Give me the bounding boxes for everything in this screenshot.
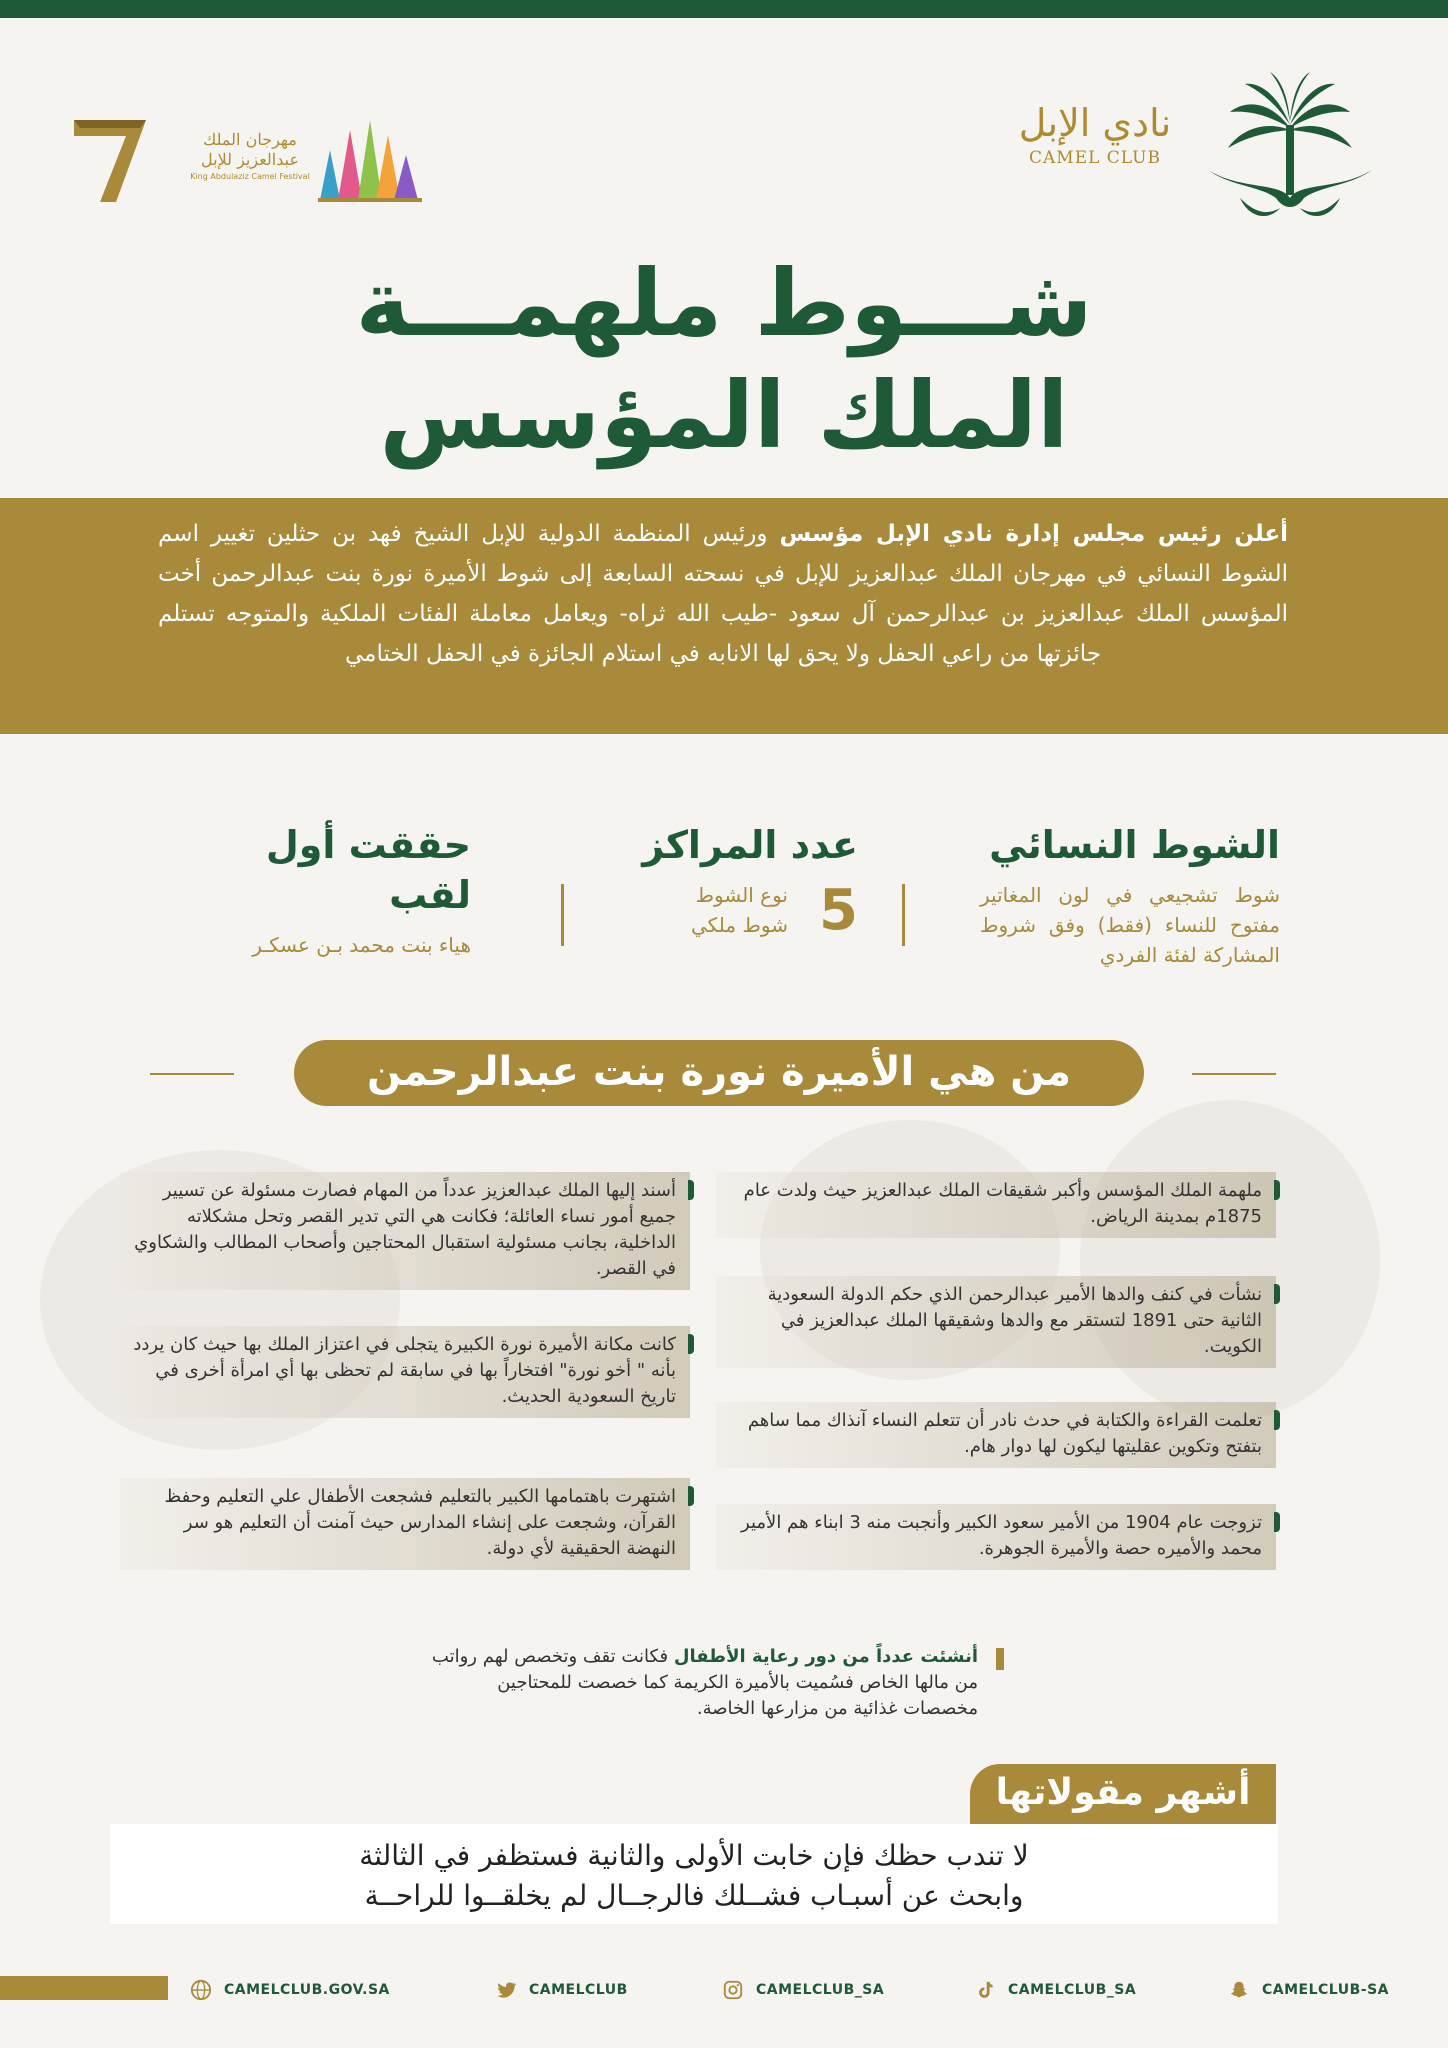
stat-womens-heat: [980, 820, 1280, 970]
stat-positions-text: [638, 880, 788, 940]
quote-line1: لا تندب حظك فإن خابت الأولى والثانية فستظفر في الثالثة: [359, 1839, 1029, 1872]
bullet-mark: [996, 1648, 1004, 1670]
fact-text: اشتهرت باهتمامها الكبير بالتعليم فشجعت الأطفال علي التعليم وحفظ القرآن، وشجعت على إنشاء المدارس حيث آمنت أن التعليم هو سر النهضة الحقيقية لأي دولة.: [164, 1486, 676, 1559]
palm-swords-icon: [1200, 70, 1380, 240]
snapchat-icon: [1228, 1979, 1250, 2001]
festival-name-arabic: مهرجان الملك عبدالعزيز للإبل: [201, 130, 299, 169]
stat-first-title-heading: حققت أول لقب: [265, 823, 471, 917]
announcement-band: [0, 498, 1448, 734]
footer-website-text: CAMELCLUB.GOV.SA: [224, 1982, 390, 1998]
bullet-mark: [1274, 1284, 1280, 1304]
announcement-body: ورئيس المنظمة الدولية للإبل الشيخ فهد بن حثلين تغيير اسم الشوط النسائي في مهرجان الملك عبدالعزيز للإبل في نسحته السابعة إلى شوط الأميرة نورة بنت عبدالرحمن أخت المؤسس الملك عبدالعزيز بن عبدالرحمن آل سعود -طيب الله ثراه- ويعامل معاملة الفئات الملكية والمتوجه تستلم جائزتها من راعي الحفل ولا يحق لها الانابه في استلام الجائزة في الحفل الختامي: [158, 521, 1288, 667]
section-line-right: [1192, 1073, 1276, 1075]
quote-line2: وابحث عن أسبـاب فشــلك فالرجــال لم يخلقــوا للراحــة: [364, 1879, 1024, 1912]
instagram-icon: [722, 1979, 744, 2001]
children-care-text: فكانت تقف وتخصص لهم رواتب من مالها الخاص فسُميت بالأميرة الكريمة كما خصصت للمحتاجين مخصصات غذائية من مزارعها الخاصة.: [431, 1646, 978, 1719]
footer-twitter-link[interactable]: [495, 1972, 628, 2008]
globe-icon: [190, 1979, 212, 2001]
section-title: من هي الأميرة نورة بنت عبدالرحمن: [294, 1040, 1144, 1106]
club-name-english: CAMEL CLUB: [1029, 148, 1161, 168]
announcement-text: [158, 514, 1288, 674]
stat-positions-line2: شوط ملكي: [691, 913, 788, 937]
stat-womens-heat-title: الشوط النسائي: [989, 823, 1280, 867]
quote-title: أشهر مقولاتها: [970, 1764, 1276, 1824]
club-name: [1010, 100, 1180, 168]
page-title: [0, 248, 1448, 472]
stat-first-title: [171, 820, 471, 960]
tiktok-icon: [974, 1979, 996, 2001]
festival-name-english: King Abdulaziz Camel Festival: [190, 172, 310, 181]
fact-text: كانت مكانة الأميرة نورة الكبيرة يتجلى في اعتزاز الملك بها حيث كان يردد بأنه " أخو نورة" افتخاراً بها في سابقة لم تحظى بها أي امرأة أخرى في تاريخ السعودية الحديث.: [133, 1334, 676, 1407]
fact-item: [120, 1478, 690, 1570]
fact-item: [716, 1172, 1276, 1238]
section-line-left: [150, 1073, 234, 1075]
bullet-mark: [688, 1486, 694, 1506]
festival-logo: [70, 110, 430, 210]
bullet-mark: [1274, 1512, 1280, 1532]
fact-text: أسند إليها الملك عبدالعزيز عدداً من المهام فصارت مسئولة عن تسيير جميع أمور نساء العائلة؛ فكانت هي التي تدير القصر وتحل مشكلاته الداخلية، بجانب مسئولية استقبال المحتاجين وأصحاب المطالب والشكاوي في القصر.: [134, 1180, 676, 1279]
camel-riders-icon: [310, 110, 430, 210]
announcement-bold: أعلن رئيس مجلس إدارة نادي الإبل مؤسس: [779, 521, 1289, 547]
footer-snapchat-text: CAMELCLUB-SA: [1262, 1982, 1389, 1998]
page-title-line2: الملك المؤسس: [379, 362, 1069, 469]
twitter-icon: [495, 1979, 517, 2001]
footer-tiktok-text: CAMELCLUB_SA: [1008, 1982, 1137, 1998]
fact-item: [120, 1172, 690, 1290]
background-shape: [1080, 1100, 1380, 1420]
page-title-line1: شـــوط ملهمـــة: [355, 250, 1093, 357]
fact-item: [716, 1276, 1276, 1368]
stat-positions-line1: نوع الشوط: [695, 883, 788, 907]
stat-first-title-text: هياء بنت محمد بـن عسكـر: [252, 933, 471, 957]
children-care-note: [418, 1644, 978, 1722]
footer-bar: [0, 1976, 168, 2000]
bullet-mark: [1274, 1180, 1280, 1200]
footer: [190, 1972, 1390, 2008]
stat-womens-heat-text: شوط تشجيعي في لون المغاتير مفتوح للنساء (فقط) وفق شروط المشاركة لفئة الفردي: [980, 883, 1280, 967]
footer-instagram-link[interactable]: [722, 1972, 884, 2008]
divider: [902, 884, 905, 946]
children-care-bold: أنشئت عدداً من دور رعاية الأطفال: [673, 1646, 978, 1667]
fact-item: [716, 1504, 1276, 1570]
footer-instagram-text: CAMELCLUB_SA: [756, 1982, 885, 1998]
seventh-edition-icon: [70, 110, 150, 210]
stat-positions-number: 5: [819, 878, 858, 943]
top-bar: [0, 0, 1448, 18]
festival-name: [175, 130, 325, 181]
divider: [561, 884, 564, 946]
footer-twitter-text: CAMELCLUB: [529, 1982, 628, 1998]
fact-text: نشأت في كنف والدها الأمير عبدالرحمن الذي حكم الدولة السعودية الثانية حتى 1891 لتستقر مع والدها وشقيقها الملك عبدالعزيز في الكويت.: [767, 1284, 1262, 1357]
fact-text: تزوجت عام 1904 من الأمير سعود الكبير وأنجبت منه 3 ابناء هم الأمير محمد والأميره حصة والأميرة الجوهرة.: [741, 1512, 1262, 1559]
camel-club-logo: [980, 70, 1380, 240]
quote-box: [110, 1824, 1278, 1924]
footer-snapchat-link[interactable]: [1228, 1972, 1389, 2008]
bullet-mark: [688, 1180, 694, 1200]
fact-item: [716, 1402, 1276, 1468]
club-name-arabic: نادي الإبل: [1018, 101, 1172, 145]
bullet-mark: [688, 1334, 694, 1354]
stat-positions-title: عدد المراكز: [642, 823, 858, 867]
footer-website-link[interactable]: [190, 1972, 390, 2008]
fact-text: ملهمة الملك المؤسس وأكبر شقيقات الملك عبدالعزيز حيث ولدت عام 1875م بمدينة الرياض.: [743, 1180, 1262, 1227]
fact-item: [120, 1326, 690, 1418]
footer-tiktok-link[interactable]: [974, 1972, 1136, 2008]
fact-text: تعلمت القراءة والكتابة في حدث نادر أن تتعلم النساء آنذاك مما ساهم بتفتح وتكوين عقليتها ليكون لها دوار هام.: [747, 1410, 1262, 1457]
bullet-mark: [1274, 1410, 1280, 1430]
